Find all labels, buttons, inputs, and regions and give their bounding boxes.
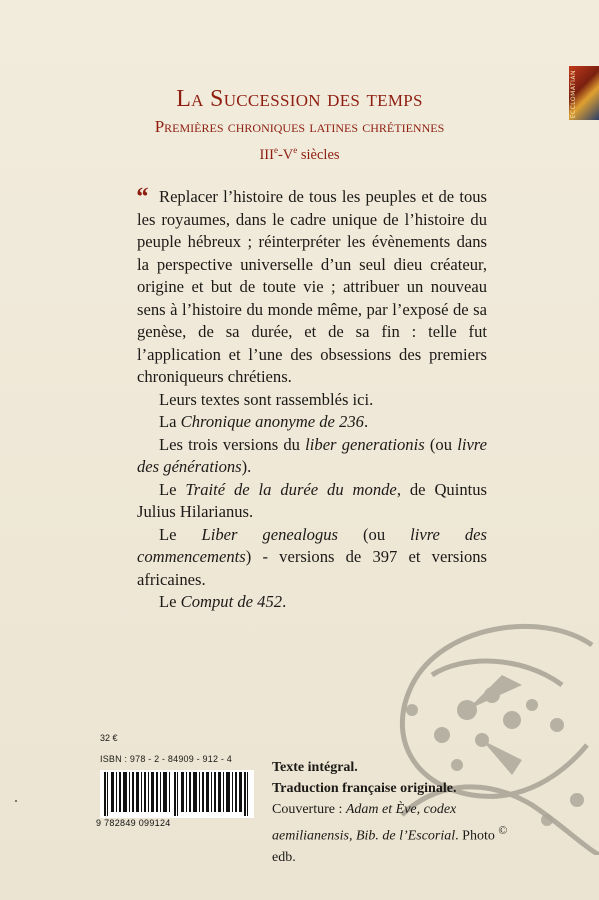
blurb-text: [135, 182, 488, 614]
barcode-digits: 9 782849 099124: [96, 818, 171, 828]
list-item: Le Traité de la durée du monde, de Quintus Julius Hilarianus.: [137, 479, 487, 521]
credits-line-integral: Texte intégral.: [272, 760, 358, 775]
credits-cover-line: Couverture : Adam et Ève, codex aemilianensis, Bib. de l’Escorial. Photo © edb.: [272, 802, 508, 865]
credits-block: [272, 757, 522, 868]
book-title: La Succession des temps: [176, 86, 423, 112]
blurb-intro-line: Leurs textes sont rassemblés ici.: [159, 389, 374, 409]
list-item: La Chronique anonyme de 236.: [159, 412, 369, 431]
centuries-label: IIIe-Ve siècles: [259, 145, 340, 163]
list-item: Le Liber genealogus (ou livre des commencements) - versions de 397 et versions africaines.: [137, 524, 488, 589]
credits-line-translation: Traduction française originale.: [272, 781, 457, 796]
book-subtitle: Premières chroniques latines chrétiennes: [154, 117, 445, 136]
barcode-image: [100, 770, 254, 818]
isbn-label: ISBN : 978 - 2 - 84909 - 912 - 4: [100, 754, 232, 764]
thumbnail-lettering: ECCLOMATIAN: [570, 70, 577, 119]
price-label: 32 €: [100, 733, 118, 743]
print-speck: [15, 800, 17, 802]
list-item: Le Comput de 452.: [159, 592, 287, 611]
blurb-paragraph: Replacer l’histoire de tous les peuples et de tous les royaumes, dans le cadre unique de l’histoire du peuple hébreux ; réinterpréter les évènements dans la perspective universelle d’un seul dieu créateur, origine et but de toute vie ; attribuer un nouveau sens à l’histoire du monde même, par l’exposé de sa genèse, de sa durée, et de sa fin : telle fut l’application et l’une des obsessions des premiers chroniqueurs chrétiens.: [137, 187, 487, 386]
list-item: Les trois versions du liber generationis (ou livre des générations).: [137, 434, 488, 476]
quote-mark-icon: “: [135, 182, 148, 211]
